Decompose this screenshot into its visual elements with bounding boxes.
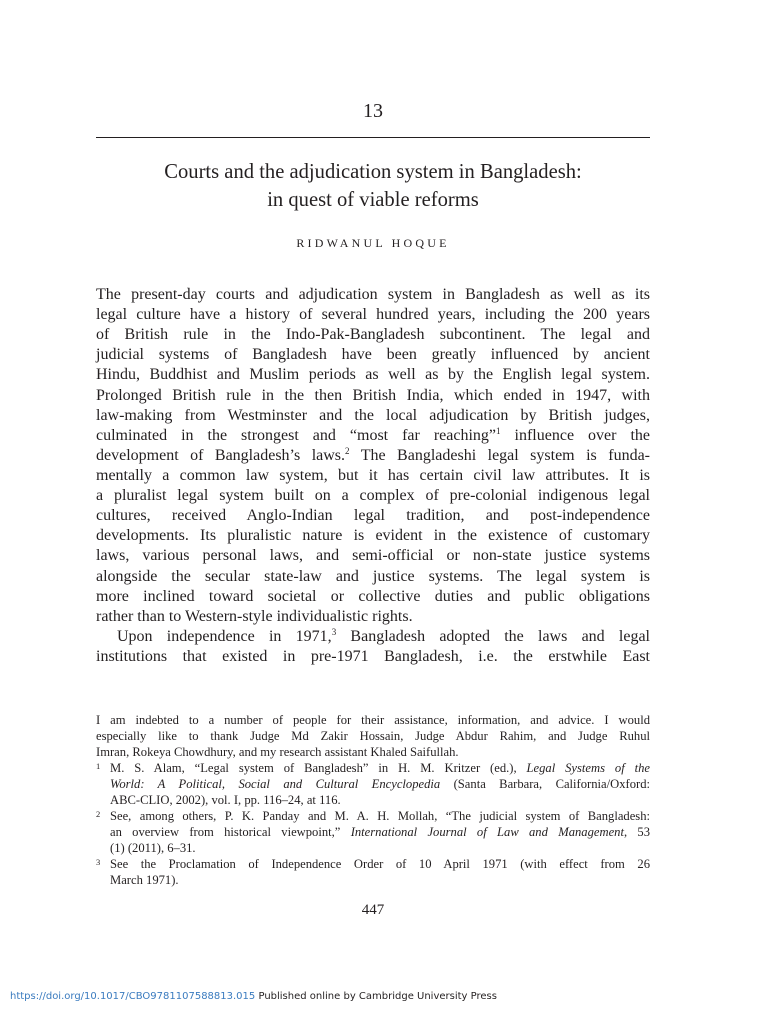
- footnote-line: ABC-CLIO, 2002), vol. I, pp. 116–24, at 116.: [110, 793, 341, 807]
- footnote-2: [96, 808, 650, 856]
- footnote-line: I am indebted to a number of people for their assistance, information, and advice. I would: [96, 713, 650, 727]
- body-line: more inclined toward societal or collective duties and public obligations: [96, 587, 650, 605]
- body-line: institutions that existed in pre-1971 Bangladesh, i.e. the erstwhile East: [96, 647, 650, 665]
- body-line: developments. Its pluralistic nature is evident in the existence of customary: [96, 527, 650, 545]
- footnote-3: [96, 856, 650, 888]
- footnote-number: 2: [96, 809, 101, 819]
- chapter-rule: [96, 137, 650, 138]
- footnote-number: 1: [96, 761, 101, 771]
- chapter-title: [96, 158, 650, 214]
- body-line: a pluralist legal system built on a complex of pre-colonial indigenous legal: [96, 487, 650, 505]
- publication-notice: Published online by Cambridge University Press: [255, 991, 497, 1002]
- body-line: Hindu, Buddhist and Muslim periods as well as by the English legal system.: [96, 366, 650, 384]
- body-line: Prolonged British rule in the then British India, which ended in 1947, with: [96, 386, 650, 404]
- body-text-fragment: Upon independence in 1971,: [117, 627, 332, 645]
- chapter-number: 13: [363, 100, 383, 122]
- footnote-line: Imran, Rokeya Chowdhury, and my research assistant Khaled Saifullah.: [96, 745, 459, 759]
- footnote-line: See, among others, P. K. Panday and M. A. H. Mollah, “The judicial system of Bangladesh:: [110, 809, 650, 823]
- body-line: The present-day courts and adjudication system in Bangladesh as well as its: [96, 286, 650, 303]
- body-text-fragment: culminated in the strongest and “most far reaching”: [96, 426, 497, 444]
- chapter-title-line-2: in quest of viable reforms: [267, 189, 479, 211]
- footnote-line: especially like to thank Judge Md Zakir Hossain, Judge Abdur Rahim, and Judge Ruhul: [96, 729, 650, 743]
- footnote-text: M. S. Alam, “Legal system of Bangladesh” in H. M. Kritzer (ed.),: [110, 761, 527, 775]
- body-line: rather than to Western-style individualistic rights.: [96, 607, 413, 625]
- footnote-line: (1) (2011), 6–31.: [110, 841, 196, 855]
- footnote-marker-3[interactable]: 3: [331, 626, 337, 637]
- body-text-fragment: development of Bangladesh’s laws.: [96, 446, 346, 464]
- footnote-line: See the Proclamation of Independence Order of 10 April 1971 (with effect from 26: [110, 857, 650, 871]
- footnote-italic-text: Legal Systems of the: [526, 761, 650, 775]
- footnote-italic-text: World: A Political, Social and Cultural Encyclopedia: [110, 777, 441, 791]
- chapter-title-line-1: Courts and the adjudication system in Bangladesh:: [164, 161, 582, 183]
- chapter-author: RIDWANUL HOQUE: [296, 236, 450, 250]
- footnote-marker-2[interactable]: 2: [345, 445, 350, 456]
- body-line: law-making from Westminster and the local adjudication by British judges,: [96, 406, 650, 424]
- footnote-line: [96, 776, 650, 792]
- body-line: alongside the secular state-law and justice systems. The legal system is: [96, 567, 650, 585]
- body-line: judicial systems of Bangladesh have been greatly influenced by ancient: [96, 346, 650, 364]
- body-line: [96, 627, 650, 647]
- footnote-1: [96, 760, 650, 808]
- acknowledgement-note: [96, 712, 650, 760]
- footnote-line: [96, 824, 650, 840]
- body-text: [96, 285, 650, 667]
- footnote-text: (Santa Barbara, California/Oxford:: [440, 777, 650, 791]
- body-line: legal culture have a history of several hundred years, including the 200 years: [96, 306, 650, 324]
- doi-link[interactable]: https://doi.org/10.1017/CBO9781107588813.015: [10, 991, 256, 1002]
- body-line: [96, 426, 650, 446]
- footnote-italic-text: International Journal of Law and Management: [350, 825, 624, 839]
- body-line: laws, various personal laws, and semi-official or non-state justice systems: [96, 547, 650, 565]
- footnotes: [96, 712, 650, 888]
- body-text-fragment: influence over the: [500, 426, 651, 444]
- footnote-marker-1[interactable]: 1: [496, 425, 501, 436]
- doi-bar: [10, 991, 497, 1002]
- footnote-line: March 1971).: [110, 873, 179, 887]
- body-line: cultures, received Anglo-Indian legal tradition, and post-independence: [96, 507, 650, 525]
- body-line: mentally a common law system, but it has certain civil law attributes. It is: [96, 466, 650, 484]
- body-text-fragment: The Bangladeshi legal system is funda-: [349, 446, 650, 464]
- footnote-text: , 53: [623, 825, 650, 839]
- footnote-text: an overview from historical viewpoint,”: [110, 825, 351, 839]
- body-line: [96, 446, 650, 466]
- body-line: of British rule in the Indo-Pak-Bangladesh subcontinent. The legal and: [96, 326, 650, 344]
- footnote-number: 3: [96, 857, 101, 867]
- page-number: 447: [361, 902, 385, 918]
- body-text-fragment: Bangladesh adopted the laws and legal: [336, 627, 651, 645]
- footnote-line: [96, 760, 650, 776]
